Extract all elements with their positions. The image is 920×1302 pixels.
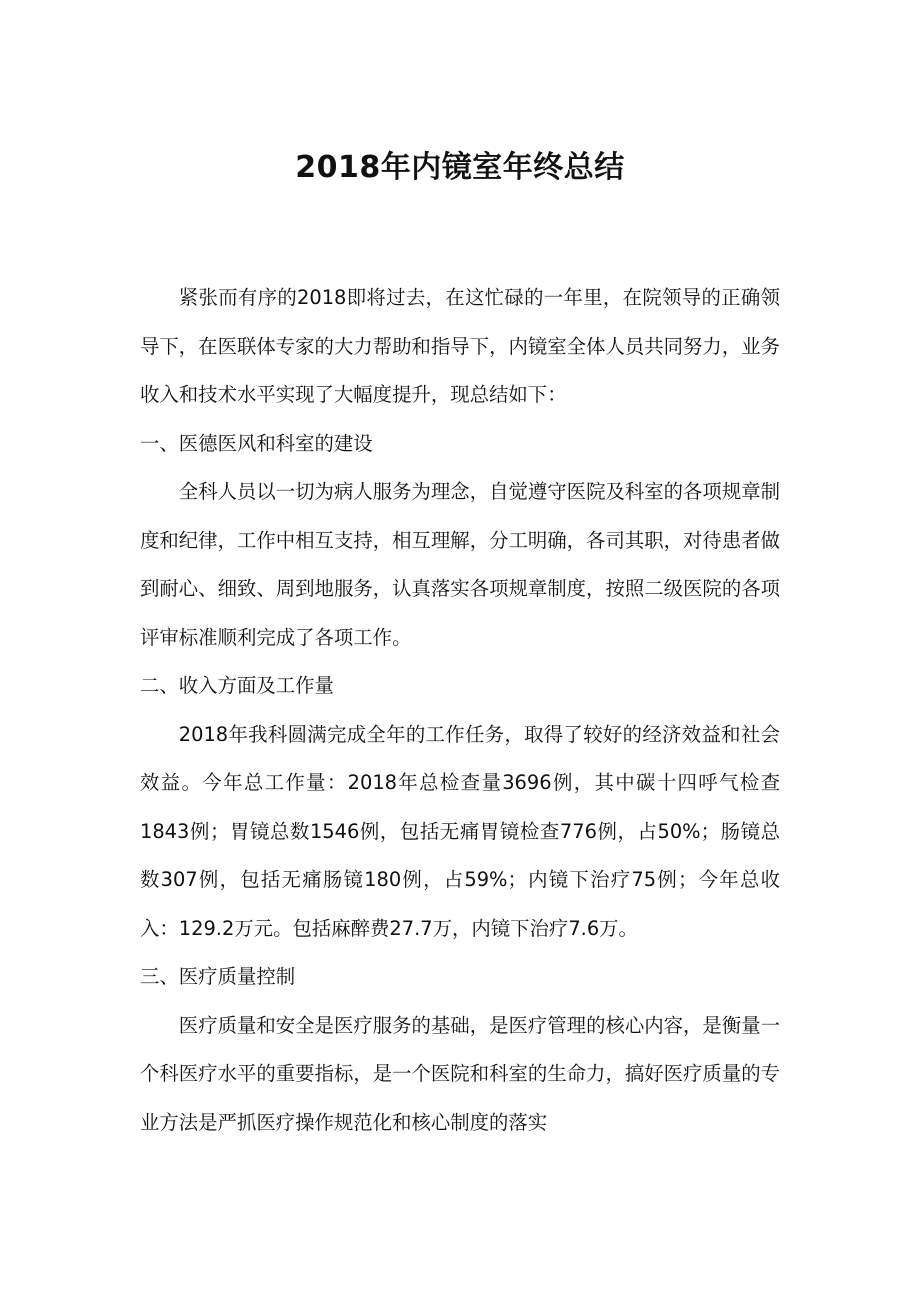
section-heading-2: 二、收入方面及工作量 (140, 674, 334, 697)
section-paragraph-2: 2018年我科圆满完成全年的工作任务，取得了较好的经济效益和社会效益。今年总工作量：2018年总检查量3696例，其中碳十四呼气检查1843例；胃镜总数1546例，包括无痛胃镜检查776例，占50%；肠镜总数307例，包括无痛肠镜180例，占59%；内镜下治疗75例；今年总收入：129.2万元。包括麻醉费27.7万，内镜下治疗7.6万。 (140, 722, 780, 940)
intro-paragraph: 紧张而有序的2018即将过去，在这忙碌的一年里，在院领导的正确领导下，在医联体专家的大力帮助和指导下，内镜室全体人员共同努力，业务收入和技术水平实现了大幅度提升，现总结如下： (140, 286, 780, 406)
section-paragraph-1: 全科人员以一切为病人服务为理念，自觉遵守医院及科室的各项规章制度和纪律，工作中相互支持，相互理解，分工明确，各司其职，对待患者做到耐心、细致、周到地服务，认真落实各项规章制度，按照二级医院的各项评审标准顺利完成了各项工作。 (140, 480, 780, 649)
section-heading-1: 一、医德医风和科室的建设 (140, 431, 373, 455)
page-title: 2018年内镜室年终总结 (295, 150, 625, 185)
section-paragraph-3: 医疗质量和安全是医疗服务的基础，是医疗管理的核心内容，是衡量一个科医疗水平的重要指标，是一个医院和科室的生命力，搞好医疗质量的专业方法是严抓医疗操作规范化和核心制度的落实 (140, 1013, 780, 1134)
document-body (140, 274, 780, 1147)
section-heading-3: 三、医疗质量控制 (140, 965, 296, 988)
